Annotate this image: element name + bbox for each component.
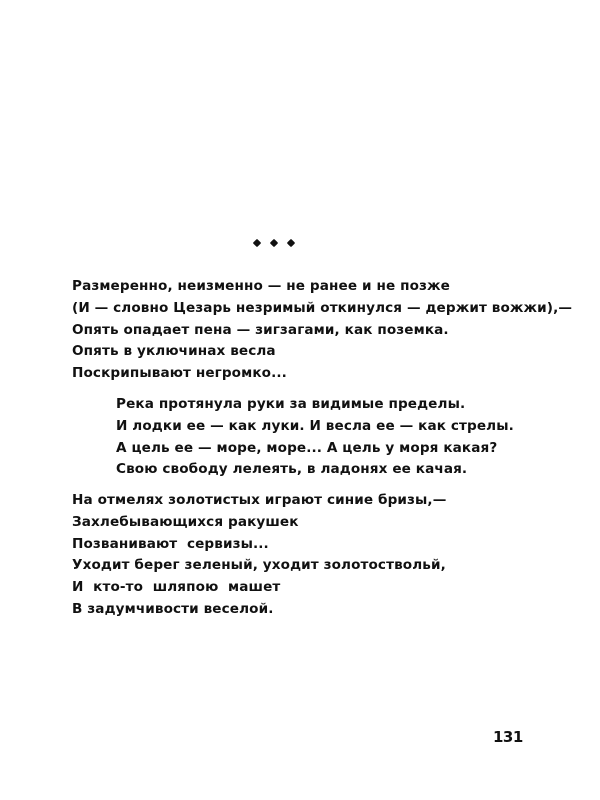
poem-line: В задумчивости веселой. [72, 600, 274, 617]
poem-stanza-2 [116, 394, 514, 481]
poem-line: И лодки ее — как луки. И весла ее — как стрелы. [116, 417, 514, 434]
page-number: 131 [493, 728, 523, 746]
poem-stanza-1 [72, 276, 572, 385]
separator-dot [253, 239, 261, 247]
separator-dot [287, 239, 295, 247]
poem-line: Опять опадает пена — зигзагами, как поземка. [72, 321, 449, 338]
poem-line: Позванивают сервизы... [72, 535, 269, 552]
poem-line: Уходит берег зеленый, уходит золотоствольй, [72, 557, 446, 574]
poem-line: На отмелях золотистых играют синие бризы,— [72, 492, 447, 508]
poem-stanza-3 [72, 490, 446, 621]
poem-line: Река протянула руки за видимые пределы. [116, 396, 466, 412]
poem-line: А цель ее — море, море... А цель у моря какая? [116, 439, 498, 456]
poem-line: Свою свободу лелеять, в ладонях ее качая. [116, 461, 468, 478]
poem-line: Поскрипывают негромко... [72, 365, 287, 382]
poem-line: Размеренно, неизменно — не ранее и не позже [72, 278, 450, 294]
section-separator-asterism [254, 240, 294, 246]
poem-line: И кто-то шляпою машет [72, 579, 281, 596]
poem-line: Опять в уключинах весла [72, 343, 276, 360]
separator-dot [270, 239, 278, 247]
poem-line: (И — словно Цезарь незримый откинулся — держит вожжи),— [72, 299, 573, 316]
poem-line: Захлебывающихся ракушек [72, 513, 299, 530]
